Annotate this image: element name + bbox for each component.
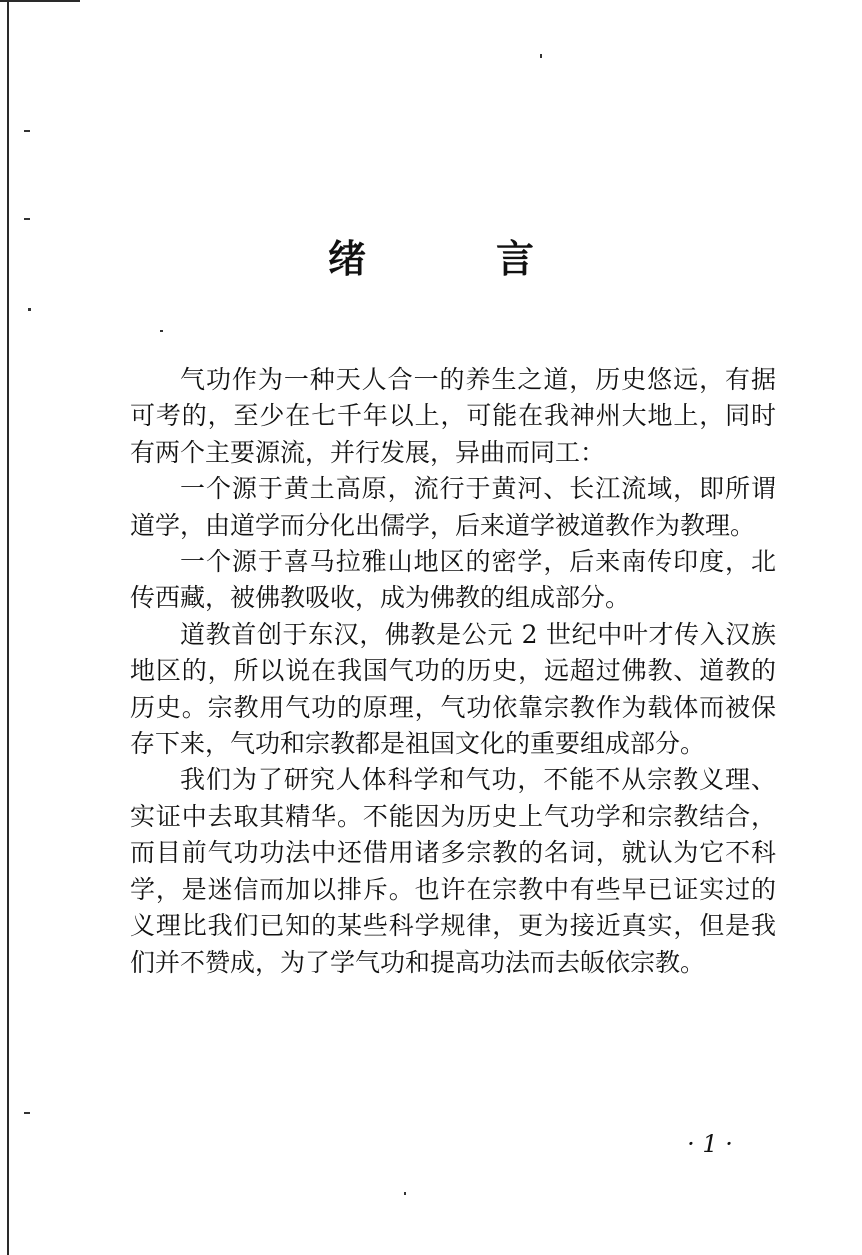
scan-speck bbox=[24, 130, 30, 132]
chapter-title: 绪 言 bbox=[327, 236, 580, 282]
paragraph: 一个源于黄土高原，流行于黄河、长江流域，即所谓道学，由道学而分化出儒学，后来道学被道教作为教理。 bbox=[130, 474, 776, 540]
paragraph: 我们为了研究人体科学和气功，不能不从宗教义理、实证中去取其精华。不能因为历史上气功学和宗教结合，而目前气功功法中还借用诸多宗教的名词，就认为它不科学，是迷信而加以排斥。也许在宗教中有些早已证实过的义理比我们已知的某些科学规律，更为接近真实，但是我们并不赞成，为了学气功和提高功法而去皈依宗教。 bbox=[130, 765, 776, 977]
page-number: · 1 · bbox=[687, 1130, 733, 1158]
scan-speck bbox=[24, 218, 30, 220]
scan-speck bbox=[28, 308, 31, 311]
paragraph: 气功作为一种天人合一的养生之道，历史悠远，有据可考的，至少在七千年以上，可能在我神州大地上，同时有两个主要源流，并行发展，异曲而同工： bbox=[130, 365, 776, 467]
scan-speck bbox=[540, 54, 542, 58]
paragraph: 一个源于喜马拉雅山地区的密学，后来南传印度，北传西藏，被佛教吸收，成为佛教的组成部分。 bbox=[130, 547, 776, 613]
scan-corner-mark bbox=[0, 0, 80, 2]
scan-speck bbox=[24, 1112, 30, 1114]
paragraph: 道教首创于东汉，佛教是公元 2 世纪中叶才传入汉族地区的，所以说在我国气功的历史，远超过佛教、道教的历史。宗教用气功的原理，气功依靠宗教作为载体而被保存下来，气功和宗教都是祖国文化的重要组成部分。 bbox=[130, 619, 776, 759]
body-text bbox=[130, 362, 776, 981]
scan-speck bbox=[404, 1192, 406, 1195]
scan-speck bbox=[160, 330, 163, 332]
page-binding-edge bbox=[7, 0, 9, 1255]
